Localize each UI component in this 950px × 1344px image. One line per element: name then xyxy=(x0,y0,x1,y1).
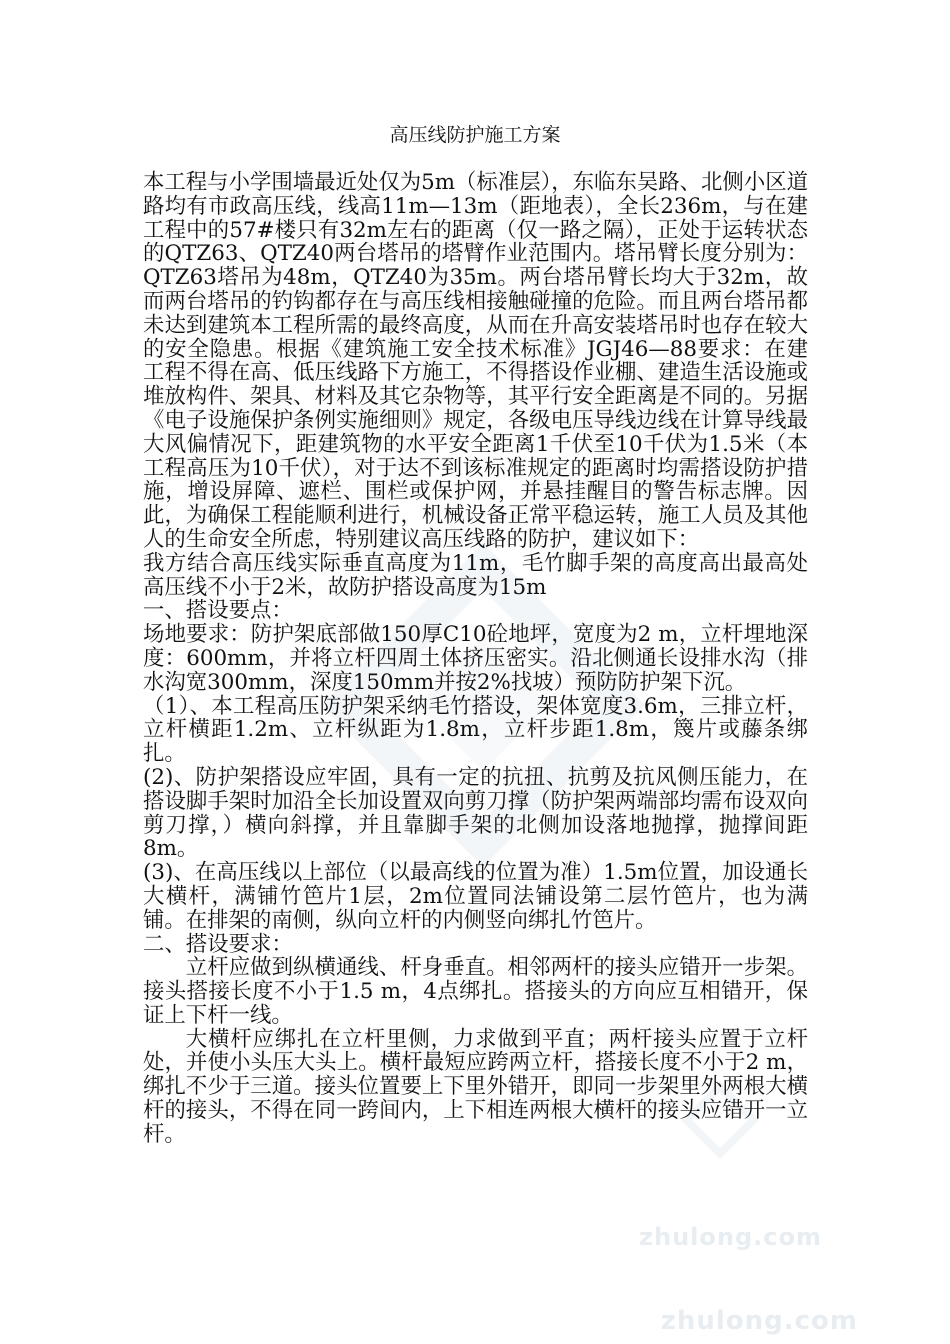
watermark-text-2: zhulong.com xyxy=(660,1306,858,1336)
paragraph: 立杆应做到纵横通线、杆身垂直。相邻两杆的接头应错开一步架。接头搭接长度不小于1.5 m，4点绑扎。搭接头的方向应互相错开，保证上下杆一线。 xyxy=(143,955,808,1028)
page-title: 高压线防护施工方案 xyxy=(389,124,561,146)
paragraph: 场地要求：防护架底部做150厚C10砼地坪，宽度为2 m，立杆埋地深度：600mm，并将立杆四周土体挤压密实。沿北侧通长设排水沟（排水沟宽300mm，深度150mm并按2%找坡）预防防护架下沉。 xyxy=(143,622,808,695)
paragraph: （1）、本工程高压防护架采纳毛竹搭设，架体宽度3.6m，三排立杆，立杆横距1.2m、立杆纵距为1.8m，立杆步距1.8m，篾片或藤条绑扎。 xyxy=(143,693,808,767)
paragraph: 二、搭设要求： xyxy=(143,931,293,957)
paragraph: 我方结合高压线实际垂直高度为11m，毛竹脚手架的高度高出最高处高压线不小于2米，故防护搭设高度为15m xyxy=(143,550,808,600)
paragraph: 本工程与小学围墙最近处仅为5m（标准层），东临东吴路、北侧小区道路均有市政高压线，线高11m—13m（距地表），全长236m，与在建工程中的57#楼只有32m左右的距离（仅一路之隔），正处于运转状态的QTZ63、QTZ40两台塔吊的塔臂作业范围内。塔吊臂长度分别为：QTZ63塔吊为48m，QTZ40为35m。两台塔吊臂长均大于32m，故而两台塔吊的钓钩都存在与高压线相接触碰撞的危险。而且两台塔吊都未达到建筑本工程所需的最终高度，从而在升高安装塔吊时也存在较大的安全隐患。根据《建筑施工安全技术标准》JGJ46—88要求：在建工程不得在高、低压线路下方施工，不得搭设作业棚、建造生活设施或堆放构件、架具、材料及其它杂物等，其平行安全距离是不同的。另据《电子设施保护条例实施细则》规定，各级电压导线边线在计算导线最大风偏情况下，距建筑物的水平安全距离1千伏至10千伏为1.5米（本工程高压为10千伏），对于达不到该标准规定的距离时均需搭设防护措施，增设屏障、遮栏、围栏或保护网，并悬挂醒目的警告标志牌。因此，为确保工程能顺利进行，机械设备正常平稳运转，施工人员及其他人的生命安全所虑，特别建议高压线路的防护，建议如下： xyxy=(143,170,808,552)
watermark-text-1: zhulong.com xyxy=(639,1223,822,1251)
paragraph: (2)、防护架搭设应牢固，具有一定的抗扭、抗剪及抗风侧压能力，在搭设脚手架时加沿全长加设置双向剪刀撑（防护架两端部均需布设双向剪刀撑，）横向斜撑，并且靠脚手架的北侧加设落地抛撑，抛撑间距8m。 xyxy=(143,764,808,862)
paragraph: 一、搭设要点： xyxy=(143,598,293,624)
paragraph: 大横杆应绑扎在立杆里侧，力求做到平直；两杆接头应置于立杆处，并使小头压大头上。横杆最短应跨两立杆，搭接长度不小于2 m，绑扎不少于三道。接头位置要上下里外错开，即同一步架里外两根大横杆的接头，不得在同一跨间内，上下相连两根大横杆的接头应错开一立杆。 xyxy=(143,1026,808,1147)
paragraph: (3)、在高压线以上部位（以最高线的位置为准）1.5m位置，加设通长大横杆，满铺竹笆片1层，2m位置同法铺设第二层竹笆片，也为满铺。在排架的南侧，纵向立杆的内侧竖向绑扎竹笆片。 xyxy=(143,860,808,933)
document-body xyxy=(143,171,808,1147)
